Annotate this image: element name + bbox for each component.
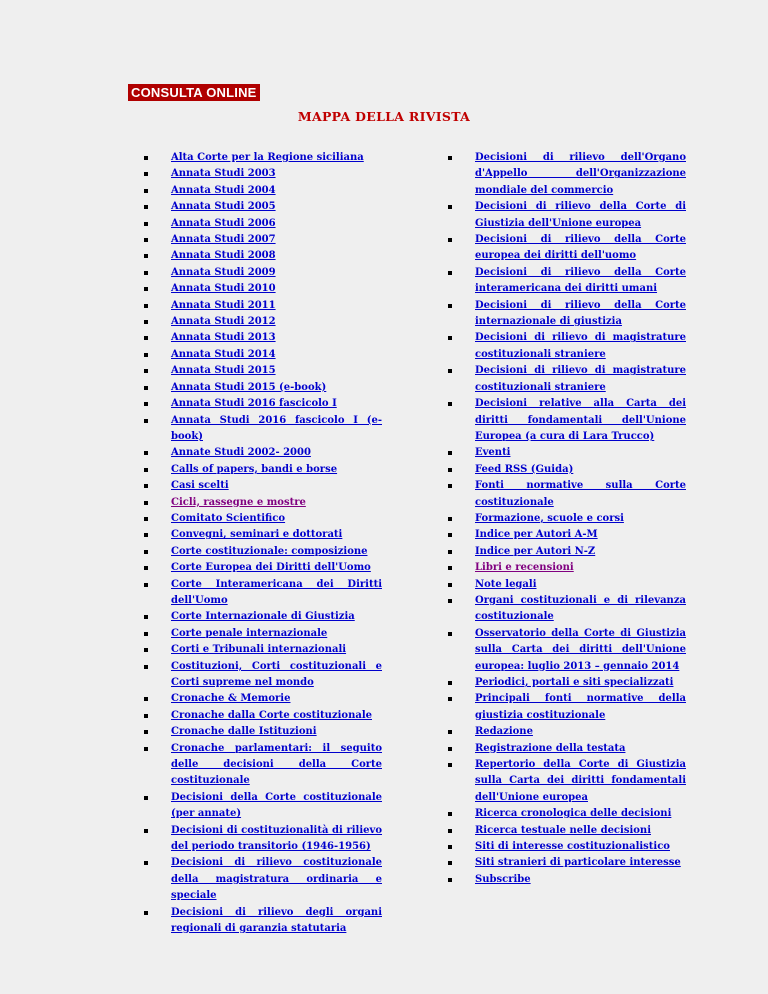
bullet-icon (144, 304, 148, 308)
list-item (144, 708, 382, 724)
nav-link[interactable]: Casi scelti (171, 480, 229, 492)
bullet-icon (144, 287, 148, 291)
list-item (144, 741, 382, 790)
bullet-icon (144, 419, 148, 423)
list-item (448, 757, 686, 806)
nav-link[interactable]: Corte costituzionale: composizione (171, 545, 368, 557)
list-item (448, 675, 686, 691)
left-link-list (144, 150, 382, 938)
bullet-icon (448, 402, 452, 406)
bullet-icon (448, 878, 452, 882)
list-item (448, 150, 686, 199)
nav-link[interactable]: Ricerca testuale nelle decisioni (475, 824, 651, 836)
bullet-icon (448, 336, 452, 340)
list-item (144, 577, 382, 610)
nav-link[interactable]: Comitato Scientifico (171, 512, 286, 524)
nav-link[interactable]: Decisioni di rilievo degli organi regionali di garanzia statutaria (171, 906, 382, 935)
list-item (144, 609, 382, 625)
list-item (144, 281, 382, 297)
bullet-icon (448, 583, 452, 587)
list-item (448, 872, 686, 888)
list-item (144, 380, 382, 396)
list-item (144, 265, 382, 281)
list-item (448, 330, 686, 363)
list-item (448, 626, 686, 675)
nav-link[interactable]: Calls of papers, bandi e borse (171, 463, 338, 475)
bullet-icon (448, 632, 452, 636)
list-item (448, 577, 686, 593)
nav-link[interactable]: Annata Studi 2004 (171, 184, 276, 196)
bullet-icon (144, 238, 148, 242)
bullet-icon (448, 599, 452, 603)
list-item (144, 478, 382, 494)
nav-link[interactable]: Siti di interesse costituzionalistico (475, 841, 670, 853)
nav-link[interactable]: Subscribe (475, 873, 531, 885)
list-item (448, 839, 686, 855)
list-item (448, 724, 686, 740)
nav-link[interactable]: Convegni, seminari e dottorati (171, 529, 343, 541)
bullet-icon (448, 861, 452, 865)
bullet-icon (448, 763, 452, 767)
nav-link[interactable]: Annata Studi 2006 (171, 217, 276, 229)
nav-link[interactable]: Annata Studi 2015 (e-book) (171, 381, 327, 393)
nav-link[interactable]: Decisioni di rilievo di magistrature costituzionali straniere (475, 365, 686, 393)
bullet-icon (144, 648, 148, 652)
logo-part2: ONLINE (206, 85, 257, 100)
list-item (144, 905, 382, 938)
nav-link[interactable]: Cronache dalle Istituzioni (171, 726, 317, 738)
bullet-icon (144, 911, 148, 915)
nav-link[interactable]: Eventi (475, 447, 511, 459)
bullet-icon (144, 566, 148, 570)
bullet-icon (144, 796, 148, 800)
bullet-icon (144, 336, 148, 340)
list-item (448, 741, 686, 757)
nav-link[interactable]: Annata Studi 2012 (171, 316, 276, 328)
nav-link[interactable]: Indice per Autori N-Z (475, 545, 596, 557)
bullet-icon (144, 550, 148, 554)
nav-link[interactable]: Decisioni relative alla Carta dei diritti fondamentali dell'Unione Europea (a cura di Lara Trucco) (475, 398, 686, 442)
bullet-icon (448, 304, 452, 308)
bullet-icon (144, 271, 148, 275)
bullet-icon (448, 730, 452, 734)
nav-link[interactable]: Osservatorio della Corte di Giustizia sulla Carta dei diritti dell'Unione europea: luglio 2013 – gennaio 2014 (475, 627, 686, 672)
bullet-icon (448, 845, 452, 849)
bullet-icon (448, 681, 452, 685)
nav-link[interactable]: Decisioni della Corte costituzionale (per annate) (171, 791, 382, 820)
list-item (448, 232, 686, 265)
list-item (144, 855, 382, 904)
list-item (144, 330, 382, 346)
nav-link[interactable]: Decisioni di rilievo dell'Organo d'Appello dell'Organizzazione mondiale del commercio (475, 152, 686, 196)
nav-link[interactable]: Decisioni di rilievo della Corte interamericana dei diritti umani (475, 266, 686, 295)
list-item (448, 544, 686, 560)
nav-link[interactable]: Decisioni di rilievo della Corte internazionale di giustizia (475, 299, 686, 328)
nav-link[interactable]: Decisioni di costituzionalità di rilievo del periodo transitorio (1946-1956) (171, 824, 382, 853)
list-item (144, 823, 382, 856)
bullet-icon (144, 451, 148, 455)
bullet-icon (448, 205, 452, 209)
bullet-icon (448, 566, 452, 570)
list-item (144, 495, 382, 511)
list-item (144, 150, 382, 166)
list-item (448, 806, 686, 822)
bullet-icon (144, 829, 148, 833)
bullet-icon (448, 451, 452, 455)
bullet-icon (448, 271, 452, 275)
bullet-icon (448, 533, 452, 537)
list-item (144, 527, 382, 543)
nav-link[interactable]: Indice per Autori A-M (475, 529, 598, 541)
nav-link[interactable]: Cronache parlamentari: il seguito delle decisioni della Corte costituzionale (171, 742, 382, 787)
list-item (448, 691, 686, 724)
list-item (144, 659, 382, 692)
bullet-icon (144, 402, 148, 406)
bullet-icon (448, 829, 452, 833)
list-item (144, 790, 382, 823)
bullet-icon (144, 254, 148, 258)
bullet-icon (144, 484, 148, 488)
list-item (144, 691, 382, 707)
list-item (144, 544, 382, 560)
nav-link[interactable]: Annata Studi 2005 (171, 201, 276, 213)
nav-link[interactable]: Annata Studi 2016 fascicolo I (e-book) (171, 414, 382, 442)
list-item (144, 166, 382, 182)
right-link-list (448, 150, 686, 888)
list-item (448, 560, 686, 576)
bullet-icon (144, 320, 148, 324)
list-item (144, 724, 382, 740)
bullet-icon (448, 238, 452, 242)
bullet-icon (448, 484, 452, 488)
list-item (448, 511, 686, 527)
nav-link[interactable]: Costituzioni, Corti costituzionali e Corti supreme nel mondo (171, 660, 382, 688)
list-item (144, 216, 382, 232)
list-item (144, 626, 382, 642)
list-item (144, 511, 382, 527)
bullet-icon (448, 697, 452, 701)
bullet-icon (144, 222, 148, 226)
nav-link[interactable]: Annata Studi 2015 (171, 365, 276, 377)
list-item (448, 478, 686, 511)
nav-link[interactable]: Corti e Tribunali internazionali (171, 644, 347, 656)
nav-link[interactable]: Corte Interamericana dei Diritti dell'Uomo (171, 578, 382, 606)
bullet-icon (144, 189, 148, 193)
nav-link[interactable]: Corte penale internazionale (171, 627, 328, 639)
nav-link[interactable]: Annata Studi 2011 (171, 299, 276, 311)
nav-link[interactable]: Libri e recensioni (475, 562, 574, 574)
nav-link[interactable]: Alta Corte per la Regione siciliana (171, 152, 364, 163)
list-item (448, 363, 686, 396)
bullet-icon (144, 665, 148, 669)
list-item (448, 462, 686, 478)
nav-link[interactable]: Formazione, scuole e corsi (475, 512, 624, 524)
nav-link[interactable]: Note legali (475, 578, 537, 590)
nav-link[interactable]: Annata Studi 2008 (171, 250, 276, 262)
bullet-icon (448, 369, 452, 373)
list-item (144, 248, 382, 264)
list-item (144, 363, 382, 379)
list-item (144, 413, 382, 446)
bullet-icon (144, 468, 148, 472)
bullet-icon (448, 468, 452, 472)
nav-link[interactable]: Periodici, portali e siti specializzati (475, 677, 674, 688)
bullet-icon (448, 156, 452, 160)
bullet-icon (144, 861, 148, 865)
nav-link[interactable]: Annata Studi 2007 (171, 234, 276, 246)
bullet-icon (144, 533, 148, 537)
nav-link[interactable]: Cicli, rassegne e mostre (171, 496, 306, 508)
list-item (448, 823, 686, 839)
nav-link[interactable]: Ricerca cronologica delle decisioni (475, 808, 672, 820)
nav-link[interactable]: Annata Studi 2009 (171, 266, 276, 278)
list-item (144, 445, 382, 461)
list-item (448, 265, 686, 298)
nav-link[interactable]: Corte Europea dei Diritti dell'Uomo (171, 562, 371, 574)
list-item (144, 396, 382, 412)
bullet-icon (144, 632, 148, 636)
nav-link[interactable]: Annata Studi 2003 (171, 168, 276, 180)
consulta-online-logo (128, 84, 260, 101)
nav-link[interactable]: Cronache dalla Corte costituzionale (171, 709, 372, 721)
nav-link[interactable]: Annata Studi 2016 fascicolo I (171, 398, 337, 410)
nav-link[interactable]: Fonti normative sulla Corte costituzionale (475, 480, 686, 508)
list-item (144, 314, 382, 330)
nav-link[interactable]: Siti stranieri di particolare interesse (475, 857, 681, 869)
list-item (144, 462, 382, 478)
bullet-icon (144, 583, 148, 587)
nav-link[interactable]: Cronache & Memorie (171, 693, 291, 705)
bullet-icon (144, 156, 148, 160)
list-item (448, 298, 686, 331)
list-item (144, 232, 382, 248)
bullet-icon (144, 172, 148, 176)
list-item (448, 855, 686, 871)
bullet-icon (144, 747, 148, 751)
nav-link[interactable]: Registrazione della testata (475, 742, 626, 754)
bullet-icon (448, 550, 452, 554)
nav-link[interactable]: Annata Studi 2014 (171, 348, 276, 360)
bullet-icon (448, 812, 452, 816)
nav-link[interactable]: Feed RSS (Guida) (475, 463, 574, 475)
bullet-icon (144, 353, 148, 357)
list-item (144, 298, 382, 314)
bullet-icon (448, 747, 452, 751)
list-item (448, 527, 686, 543)
page-title: MAPPA DELLA RIVISTA (297, 109, 471, 124)
nav-link[interactable]: Principali fonti normative della giustizia costituzionale (475, 693, 686, 721)
nav-link[interactable]: Decisioni di rilievo costituzionale della magistratura ordinaria e speciale (171, 857, 382, 902)
bullet-icon (144, 517, 148, 521)
nav-link[interactable]: Corte Internazionale di Giustizia (171, 611, 355, 623)
nav-link[interactable]: Decisioni di rilievo della Corte europea dei diritti dell'uomo (475, 234, 686, 262)
bullet-icon (144, 386, 148, 390)
list-item (144, 642, 382, 658)
bullet-icon (144, 369, 148, 373)
bullet-icon (448, 517, 452, 521)
list-item (448, 593, 686, 626)
nav-link[interactable]: Annata Studi 2010 (171, 283, 276, 295)
bullet-icon (144, 730, 148, 734)
nav-link[interactable]: Organi costituzionali e di rilevanza costituzionale (475, 594, 686, 623)
list-item (448, 445, 686, 461)
nav-link[interactable]: Decisioni di rilievo di magistrature costituzionali straniere (475, 332, 686, 360)
list-item (144, 183, 382, 199)
nav-link[interactable]: Annata Studi 2013 (171, 332, 276, 344)
nav-link[interactable]: Annate Studi 2002- 2000 (171, 447, 311, 459)
nav-link[interactable]: Decisioni di rilievo della Corte di Giustizia dell'Unione europea (475, 201, 686, 229)
bullet-icon (144, 697, 148, 701)
bullet-icon (144, 714, 148, 718)
bullet-icon (144, 501, 148, 505)
list-item (448, 199, 686, 232)
nav-link[interactable]: Redazione (475, 726, 533, 738)
nav-link[interactable]: Repertorio della Corte di Giustizia sulla Carta dei diritti fondamentali dell'Unione europea (475, 759, 686, 803)
list-item (144, 347, 382, 363)
logo-part1: CONSULTA (131, 85, 207, 100)
list-item (448, 396, 686, 445)
list-item (144, 560, 382, 576)
bullet-icon (144, 615, 148, 619)
bullet-icon (144, 205, 148, 209)
list-item (144, 199, 382, 215)
